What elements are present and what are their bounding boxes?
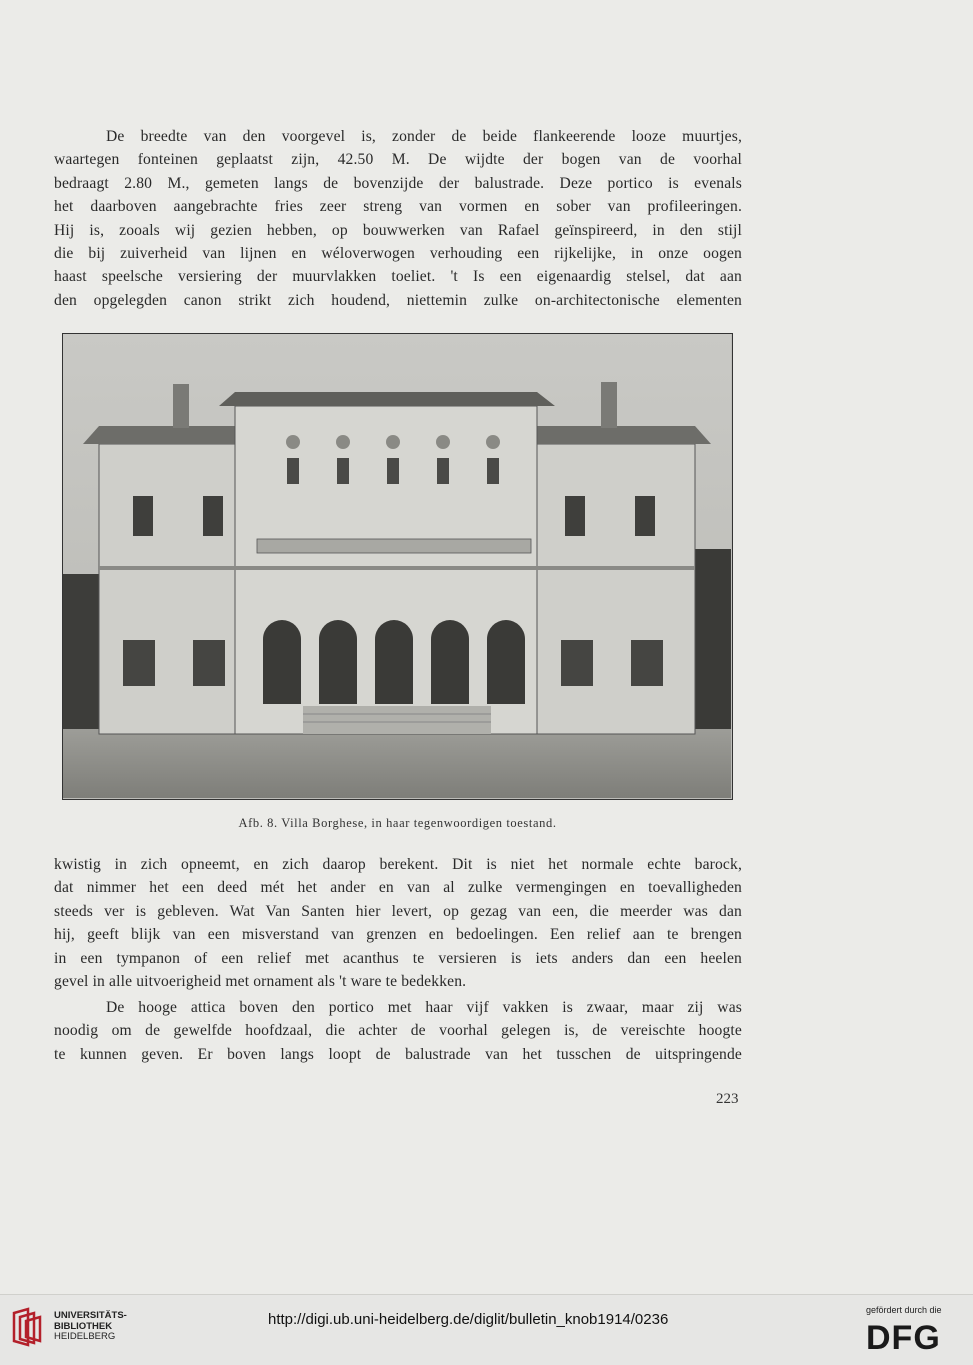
text-line: noodig om de gewelfde hoofdzaal, die achter de voorhal gelegen is, de vereischte hoogte [54, 1022, 742, 1040]
text-line: haast speelsche versiering der muurvlakken toeliet. 't Is een eigenaardig stelsel, dat aan [54, 268, 742, 286]
funder-label: gefördert durch die [866, 1305, 942, 1315]
page-number: 223 [716, 1091, 739, 1107]
text-line: in een tympanon of een relief met acanthus te versieren is iets anders dan een heelen [54, 949, 742, 967]
text-line: dat nimmer het een deed mét het ander en van al zulke vermengingen en toevalligheden [54, 879, 742, 897]
text-line: steeds ver is gebleven. Wat Van Santen hier levert, op gezag van een, die meerder was dan [54, 902, 742, 920]
library-name-line: BIBLIOTHEK [54, 1320, 113, 1332]
text-line: het daarboven aangebrachte fries zeer streng van vormen en sober van profileeringen. [54, 198, 742, 216]
paragraph-3 [54, 996, 742, 1066]
text-line: kwistig in zich opneemt, en zich daarop berekent. Dit is niet het normale echte barock, [54, 856, 742, 873]
text-line: Hij is, zooals wij gezien hebben, op bouwwerken van Rafael geïnspireerd, in den stijl [54, 221, 742, 239]
text-line: te kunnen geven. Er boven langs loopt de balustrade van het tusschen de uitspringende [54, 1045, 742, 1063]
library-name-line: UNIVERSITÄTS- [54, 1310, 127, 1321]
text-line: hij, geeft blijk van een misverstand van grenzen en bedoelingen. Een relief aan te brengen [54, 926, 742, 944]
paragraph-1 [54, 125, 742, 312]
paragraph-2 [54, 853, 742, 993]
footer-bar [0, 1294, 973, 1365]
permalink-url[interactable]: http://digi.ub.uni-heidelberg.de/diglit/bulletin_knob1914/0236 [268, 1311, 669, 1328]
text-line: De breedte van den voorgevel is, zonder de beide flankeerende looze muurtjes, [106, 128, 742, 145]
dfg-logo: DFG [866, 1319, 941, 1357]
figure-caption: Afb. 8. Villa Borghese, in haar tegenwoordigen toestand. [238, 816, 557, 830]
text-line: De hooge attica boven den portico met haar vijf vakken is zwaar, maar zij was [106, 999, 742, 1016]
villa-borghese-photo [62, 333, 733, 800]
university-library-logo-icon [10, 1307, 46, 1347]
text-line: die bij zuiverheid van lijnen en wéloverwogen verhouding een rijkelijke, in onze oogen [54, 245, 742, 263]
text-line: bedraagt 2.80 M., gemeten langs de bovenzijde der balustrade. Deze portico is evenals [54, 174, 742, 192]
library-name [54, 1311, 127, 1343]
library-name-line: HEIDELBERG [54, 1331, 116, 1342]
text-line: gevel in alle uitvoerigheid met ornament als 't ware te bedekken. [54, 973, 467, 991]
villa-photo-illustration [63, 334, 731, 798]
text-line: den opgelegden canon strikt zich houdend, niettemin zulke on-architectonische elementen [54, 291, 742, 309]
text-line: waartegen fonteinen geplaatst zijn, 42.50 M. De wijdte der bogen van de voorhal [54, 151, 742, 169]
